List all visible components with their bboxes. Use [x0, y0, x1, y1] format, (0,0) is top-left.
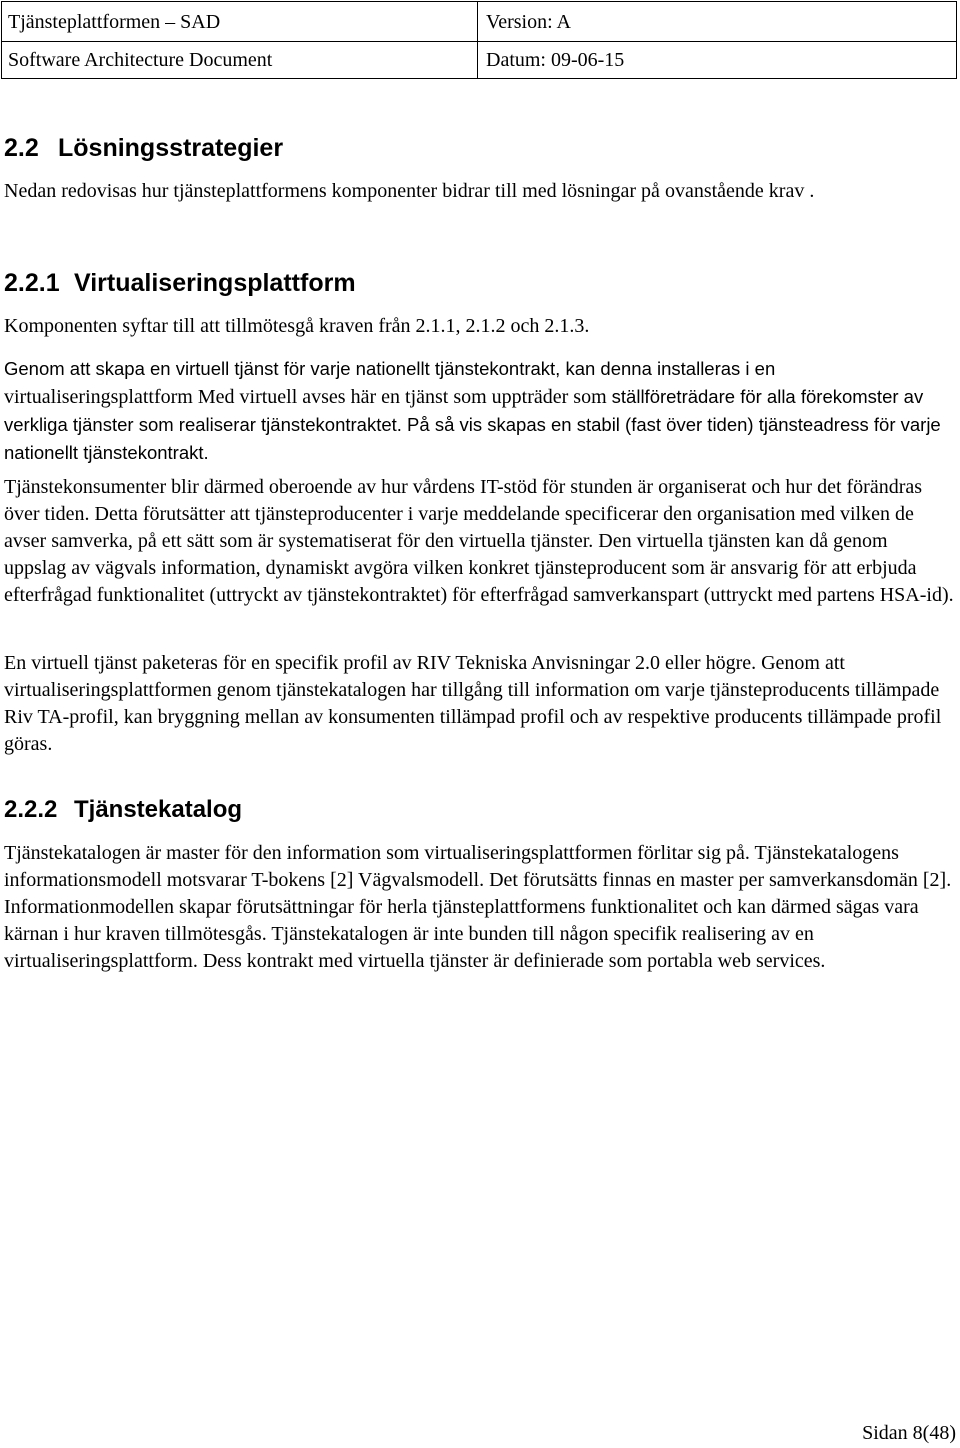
- section-2-2-1-paragraph-2: Tjänstekonsumenter blir därmed oberoende av hur vårdens IT-stöd för stunden är organiserat och hur det förändras över tiden. Detta förutsätter att tjänsteproducenter i varje meddelande specificerar den organisation med vilken de avser samverka, på ett sätt som är systematiserat för den virtuella tjänster. Den virtuella tjänsten kan då genom uppslag av vägvals information, dynamiskt avgöra vilken konkret tjänsteproducent som är ansvarig för att erbjuda efterfrågad funktionalitet (uttryckt av tjänstekontraktet) för efterfrågad samverkanspart (uttryckt med partens HSA-id).: [4, 476, 954, 606]
- section-number: 2.2: [4, 134, 39, 162]
- section-2-2-1-paragraph-3: En virtuell tjänst paketeras för en specifik profil av RIV Tekniska Anvisningar 2.0 eller högre. Genom att virtualiseringsplattformen genom tjänstekatalogen har tillgång till information om varje tjänsteproducents tillämpade Riv TA-profil, kan bryggning mellan av konsumenten tillämpad profil och av respektive producents tillämpade profil göras.: [4, 652, 942, 755]
- page-number: Sidan 8(48): [862, 1422, 956, 1444]
- section-number: 2.2.1: [4, 269, 60, 297]
- section-2-2-1-paragraph-1: [4, 355, 954, 467]
- section-2-2-1-lead: Komponenten syftar till att tillmötesgå kraven från 2.1.1, 2.1.2 och 2.1.3.: [4, 315, 590, 337]
- paragraph-1-part-a: Genom att skapa en virtuell tjänst för varje nationellt tjänstekontrakt, kan denna installeras i en: [4, 358, 776, 379]
- document-header: [1, 1, 957, 79]
- paragraph-1-part-b: virtualiseringsplattform Med virtuell avses här en tjänst som uppträder som: [4, 386, 607, 408]
- section-heading-2-2: [4, 133, 954, 163]
- section-heading-2-2-1: [4, 268, 954, 298]
- header-project: Tjänsteplattformen – SAD: [8, 11, 221, 33]
- section-title: Tjänstekatalog: [74, 796, 243, 823]
- header-date: Datum: 09-06-15: [486, 49, 625, 71]
- section-2-2-intro: Nedan redovisas hur tjänsteplattformens komponenter bidrar till med lösningar på ovanstående krav .: [4, 180, 815, 202]
- header-version: Version: A: [486, 11, 571, 33]
- paragraph-1-part-c: ställföreträdare för alla förekomster av verkliga tjänster som realiserar tjänstekontraktet. På så vis skapas en stabil (fast över tiden) tjänsteadress för varje nationellt tjänstekontrakt.: [4, 386, 941, 463]
- header-divider-vertical: [477, 2, 478, 78]
- section-2-2-2-paragraph-1: Tjänstekatalogen är master för den information som virtualiseringsplattformen förlitar sig på. Tjänstekatalogens informationsmodell motsvarar T-bokens [2] Vägvalsmodell. Det förutsätts finnas en master per samverkansdomän [2]. Informationmodellen skapar förutsättningar för herla tjänsteplattformens funktionalitet och kan därmed sägas vara kärnan i hur kraven tillmötesgås. Tjänstekatalogen är inte bunden till någon specifik realisering av en virtualiseringsplattform. Dess kontrakt med virtuella tjänster är definierade som portabla web services.: [4, 842, 952, 972]
- section-heading-2-2-2: [4, 795, 954, 825]
- section-number: 2.2.2: [4, 796, 58, 823]
- section-title: Lösningsstrategier: [58, 134, 284, 162]
- header-doc-type: Software Architecture Document: [8, 49, 273, 71]
- section-title: Virtualiseringsplattform: [74, 269, 356, 297]
- header-divider-horizontal: [2, 41, 956, 42]
